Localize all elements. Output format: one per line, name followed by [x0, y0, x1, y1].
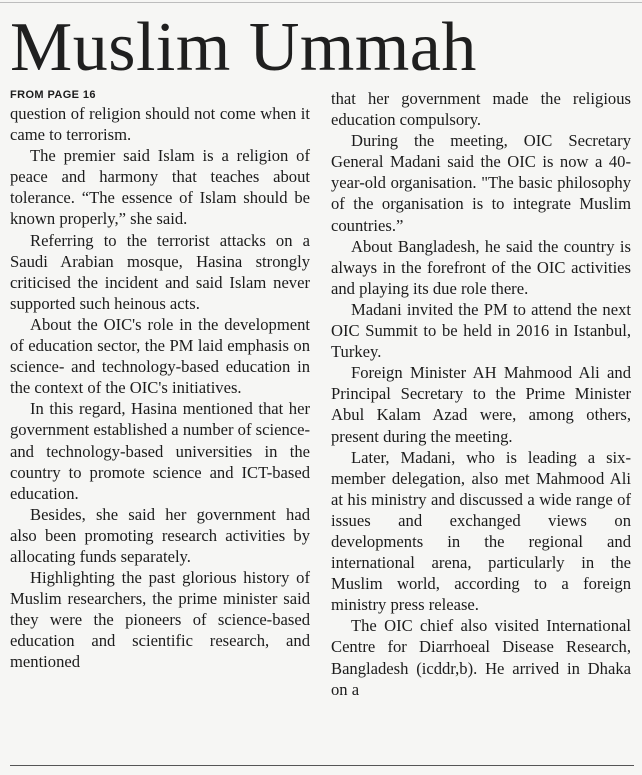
right-column: [331, 88, 631, 700]
top-rule: [0, 2, 642, 3]
paragraph: Besides, she said her government had also been promoting research activities by allocating funds separately.: [10, 504, 310, 566]
paragraph: question of religion should not come when it came to terrorism.: [10, 104, 310, 145]
paragraph: that her government made the religious education compulsory.: [331, 89, 631, 130]
paragraph: Later, Madani, who is leading a six-member delegation, also met Mahmood Ali at his ministry and discussed a wide range of issues and exchanged views on developments in the regional and international arena, particularly in the Muslim world, according to a foreign ministry press release.: [331, 447, 631, 615]
paragraph: Highlighting the past glorious history of Muslim researchers, the prime minister said they were the pioneers of science-based education and scientific research, and mentioned: [10, 568, 310, 672]
continuation-kicker: FROM PAGE 16: [10, 89, 96, 101]
paragraph: Referring to the terrorist attacks on a Saudi Arabian mosque, Hasina strongly criticised the incident and said Islam never supported such heinous acts.: [10, 230, 310, 313]
paragraph: About Bangladesh, he said the country is always in the forefront of the OIC activities and playing its due role there.: [331, 236, 631, 298]
paragraph: Madani invited the PM to attend the next OIC Summit to be held in 2016 in Istanbul, Turkey.: [331, 299, 631, 362]
paragraph: The OIC chief also visited International Centre for Diarrhoeal Disease Research, Bangladesh (icddr,b). He arrived in Dhaka on a: [331, 616, 631, 699]
paragraph: Foreign Minister AH Mahmood Ali and Principal Secretary to the Prime Minister Abul Kalam Azad were, among others, present during the meeting.: [331, 363, 631, 446]
paragraph: The premier said Islam is a religion of peace and harmony that teaches about tolerance. “The essence of Islam should be known properly,” she said.: [10, 146, 310, 229]
left-column: [10, 88, 310, 673]
bottom-rule: [10, 765, 634, 766]
paragraph: About the OIC's role in the development of education sector, the PM laid emphasis on science- and technology-based education in the context of the OIC's initiatives.: [10, 314, 310, 398]
headline: Muslim Ummah: [10, 9, 477, 86]
paragraph: During the meeting, OIC Secretary General Madani said the OIC is now a 40-year-old organisation. "The basic philosophy of the organisation is to integrate Muslim countries.”: [331, 131, 631, 235]
paragraph: In this regard, Hasina mentioned that her government established a number of science-and technology-based universities in the country to promote science and ICT-based education.: [10, 399, 310, 503]
